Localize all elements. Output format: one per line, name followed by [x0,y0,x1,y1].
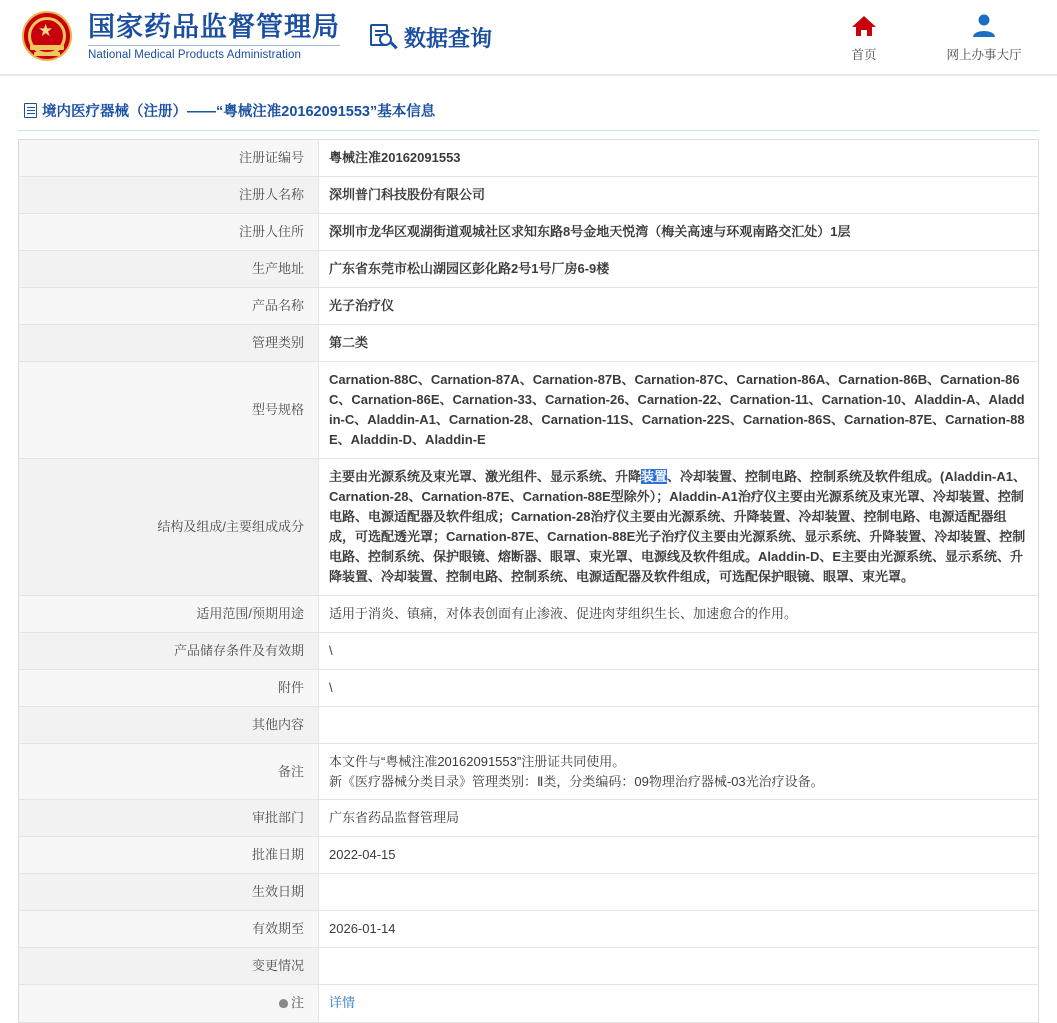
table-row [19,288,1039,325]
row-value: 粤械注准20162091553 [319,140,1039,177]
row-label: 管理类别 [19,325,319,362]
row-label: 生产地址 [19,251,319,288]
table-row [19,911,1039,948]
table-row [19,948,1039,985]
table-row [19,744,1039,800]
brand-block [18,9,340,65]
registration-info-body [19,140,1039,1023]
text-selection: 装置 [641,469,668,484]
page-title-text: 境内医疗器械（注册）——“粤械注准20162091553”基本信息 [42,104,436,120]
row-value: 本文件与“粤械注准20162091553”注册证共同使用。 新《医疗器械分类目录》管理类别：Ⅱ类，分类编码：09物理治疗器械-03光治疗设备。 [319,744,1039,800]
note-label-text: 注 [290,995,304,1010]
row-label: 审批部门 [19,800,319,837]
document-icon [24,103,37,118]
table-row [19,459,1039,596]
row-value: 2026-01-14 [319,911,1039,948]
page-title [18,94,1039,131]
nav-item-online-hall[interactable] [947,11,1021,63]
row-value: 2022-04-15 [319,837,1039,874]
info-bulb-icon [279,999,288,1008]
row-label: 产品储存条件及有效期 [19,633,319,670]
table-row [19,670,1039,707]
row-value: 第二类 [319,325,1039,362]
row-label: 其他内容 [19,707,319,744]
registration-info-table [18,139,1039,1023]
data-query-label: 数据查询 [404,26,493,52]
row-label: 结构及组成/主要组成成分 [19,459,319,596]
row-label: 注册人名称 [19,177,319,214]
table-row [19,837,1039,874]
row-label: 生效日期 [19,874,319,911]
national-emblem-icon: ★ [18,9,78,65]
table-row [19,596,1039,633]
brand-title-en: National Medical Products Administration [88,45,340,63]
row-label: 产品名称 [19,288,319,325]
row-value: 光子治疗仪 [319,288,1039,325]
row-label: 变更情况 [19,948,319,985]
user-icon [971,11,997,41]
brand-title-cn: 国家药品监督管理局 [88,11,340,43]
row-value: 广东省东莞市松山湖园区彭化路2号1号厂房6-9楼 [319,251,1039,288]
table-row [19,251,1039,288]
table-row [19,633,1039,670]
row-value [319,948,1039,985]
row-label: 型号规格 [19,362,319,459]
row-value: Carnation-88C、Carnation-87A、Carnation-87B、Carnation-87C、Carnation-86A、Carnation-86B、Carnation-86C、Carnation-86E、Carnation-33、Carnation-26、Carnation-22、Carnation-11、Carnation-10、Aladdin-A、Aladdin-C、Aladdin-A1、Carnation-28、Carnation-11S、Carnation-22S、Carnation-86S、Carnation-87E、Carnation-88E、Aladdin-D、Aladdin-E [319,362,1039,459]
note-label [19,985,319,1023]
row-value: \ [319,670,1039,707]
table-row [19,140,1039,177]
row-label: 适用范围/预期用途 [19,596,319,633]
table-row [19,177,1039,214]
row-label: 注册人住所 [19,214,319,251]
brand-text [88,12,340,63]
row-label: 批准日期 [19,837,319,874]
page-title-wrap [0,76,1057,131]
nav-item-online-hall-label: 网上办事大厅 [946,48,1022,62]
table-row [19,325,1039,362]
header-nav [827,11,1035,63]
table-row [19,707,1039,744]
table-row [19,874,1039,911]
document-search-icon [368,22,398,52]
row-label: 有效期至 [19,911,319,948]
note-value [319,985,1039,1023]
nav-item-home[interactable] [827,11,901,63]
row-value: 适用于消炎、镇痛，对体表创面有止渗液、促进肉芽组织生长、加速愈合的作用。 [319,596,1039,633]
row-value: 深圳市龙华区观湖街道观城社区求知东路8号金地天悦湾（梅关高速与环观南路交汇处）1层 [319,214,1039,251]
row-value: 广东省药品监督管理局 [319,800,1039,837]
data-query-logo[interactable] [368,22,492,53]
detail-link[interactable]: 详情 [329,995,356,1011]
row-value: 深圳普门科技股份有限公司 [319,177,1039,214]
row-label: 附件 [19,670,319,707]
table-row-note [19,985,1039,1023]
row-value [319,707,1039,744]
row-value [319,874,1039,911]
row-value: \ [319,633,1039,670]
row-value: 主要由光源系统及束光罩、激光组件、显示系统、升降装置、冷却装置、控制电路、控制系统及软件组成。(Aladdin-A1、Carnation-28、Carnation-87E、Carnation-88E型除外）；Aladdin-A1治疗仪主要由光源系统及束光罩、冷却装置、控制电路、电源适配器及软件组成；Carnation-28治疗仪主要由光源系统、升降装置、冷却装置、控制电路、电源适配器组成，可选配透光罩；Carnation-87E、Carnation-88E光子治疗仪主要由光源系统、显示系统、升降装置、冷却装置、控制电路、控制系统、保护眼镜、熔断器、眼罩、束光罩、电源线及软件组成。Aladdin-D、E主要由光源系统、显示系统、升降装置、冷却装置、控制电路、控制系统、电源适配器及软件组成，可选配保护眼镜、眼罩、束光罩。 [319,459,1039,596]
row-label: 备注 [19,744,319,800]
site-header [0,0,1057,76]
table-row [19,800,1039,837]
nav-item-home-label: 首页 [851,48,877,62]
table-row [19,362,1039,459]
home-icon [851,11,877,41]
row-label: 注册证编号 [19,140,319,177]
table-row [19,214,1039,251]
